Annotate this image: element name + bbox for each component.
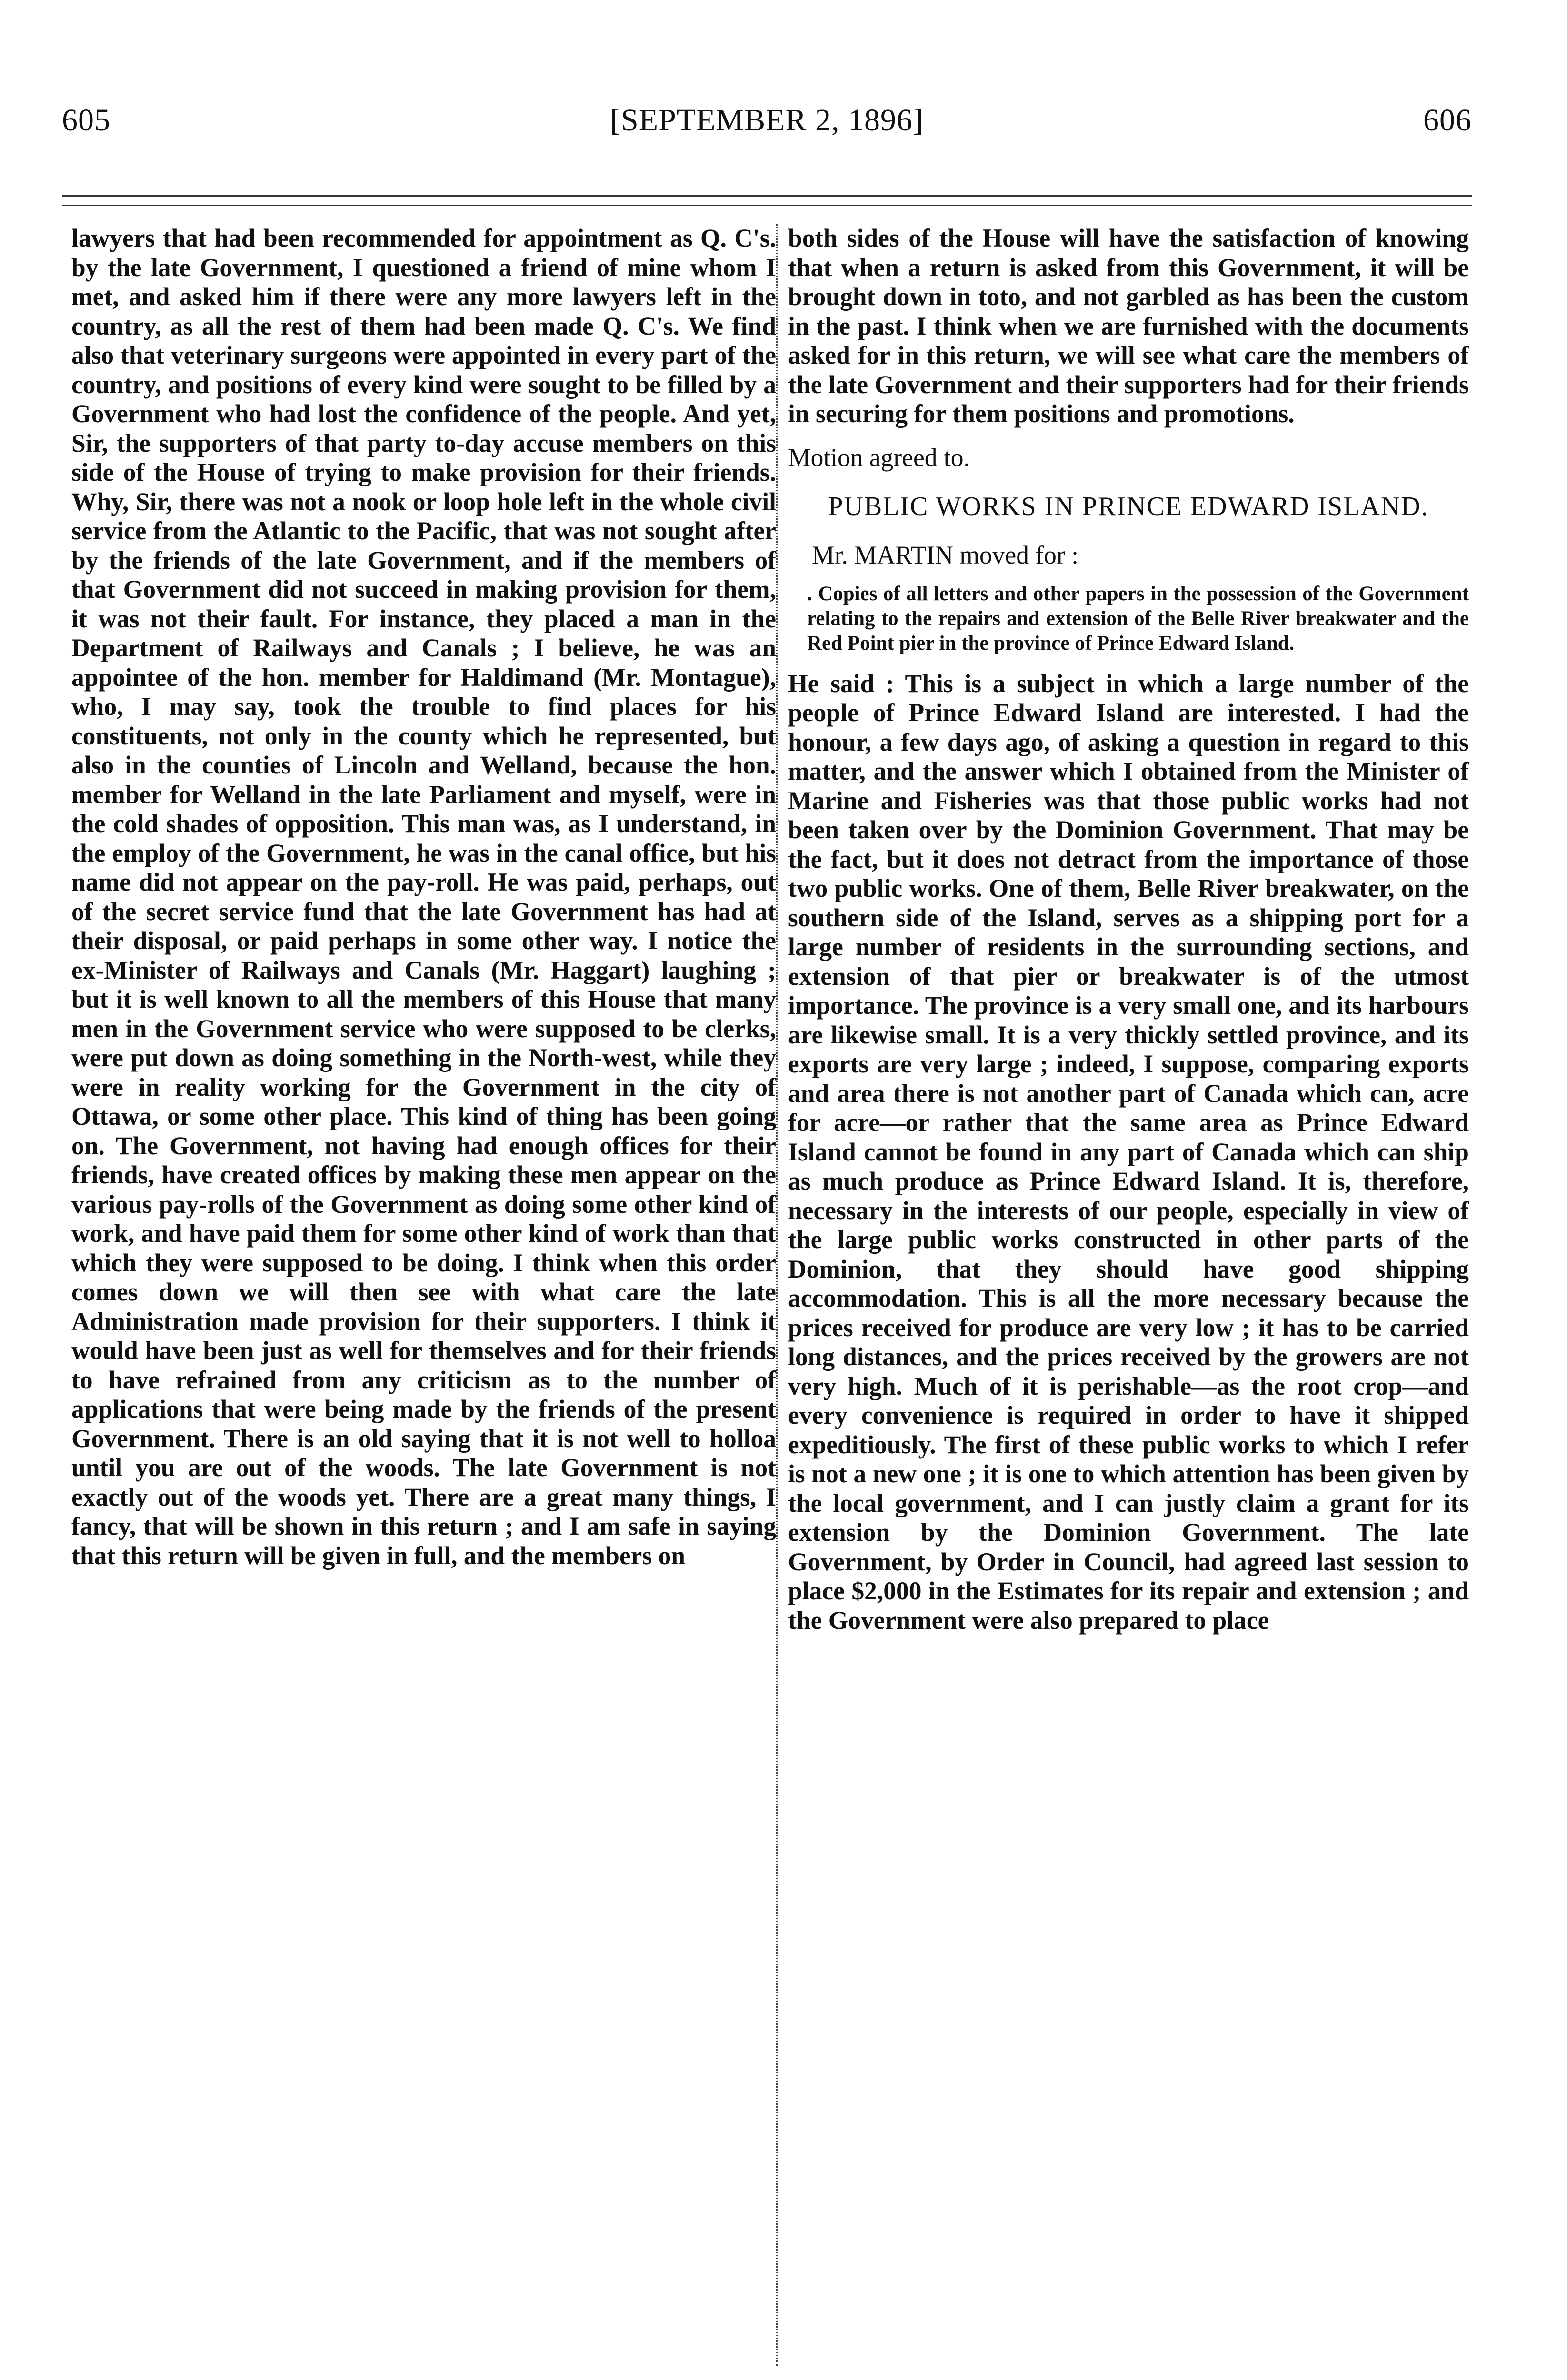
speech-paragraph: He said : This is a subject in which a large number of the people of Prince Edward Island are interested. I had the honour, a few days ago, of asking a question in regard to this matter, and the answer which I obtained from the Minister of Marine and Fisheries was that those public works had not been taken over by the Dominion Government. That may be the fact, but it does not detract from the importance of those two public works. One of them, Belle River breakwater, on the southern side of the Island, serves as a shipping port for a large number of residents in the surrounding sections, and extension of that pier or breakwater is of the utmost importance. The province is a very small one, and its harbours are likewise small. It is a very thickly settled province, and its exports are very large ; indeed, I suppose, comparing exports and area there is not another part of Canada which can, acre for acre—or rather that the same area as Prince Edward Island cannot be found in any part of Canada which can ship as much produce as Prince Edward Island. It is, therefore, necessary in the interests of our people, especially in view of the large public works constructed in other parts of the Dominion, that they should have good shipping accommodation. This is all the more necessary because the prices received for produce are very low ; it has to be carried long distances, and the prices received by the growers are not very high. Much of it is perishable—as the root crop—and every convenience is required in order to have it shipped expeditiously. The first of these public works to which I refer is not a new one ; it is one to which attention has been given by the local government, and I can justly claim a grant for its extension by the Dominion Government. The late Government, by Order in Council, had agreed last session to place $2,000 in the Estimates for its repair and extension ; and the Government were also prepared to place bbox=[788, 669, 1469, 1635]
page-number-left: 605 bbox=[62, 103, 110, 138]
continued-paragraph: both sides of the House will have the satisfaction of knowing that when a return is asked from this Government, it will be brought down in toto, and not garbled as has been the custom in the past. I think when we are furnished with the documents asked for in this return, we will see what care the members of the late Government and their supporters had for their friends in securing for them positions and promotions. bbox=[788, 224, 1469, 428]
page-header bbox=[62, 102, 1472, 159]
right-column bbox=[788, 224, 1469, 1644]
motion-agreed: Motion agreed to. bbox=[788, 443, 970, 472]
left-column bbox=[71, 224, 776, 1570]
motion-mover: Mr. MARTIN moved for : bbox=[812, 541, 1078, 569]
page-number-right: 606 bbox=[1423, 103, 1472, 138]
header-rule bbox=[62, 195, 1472, 202]
header-rule-thin bbox=[62, 205, 1472, 210]
column-divider bbox=[776, 224, 778, 2366]
left-column-text: lawyers that had been recommended for appointment as Q. C's. by the late Government, I questioned a friend of mine whom I met, and asked him if there were any more lawyers left in the country, as all the rest of them had been made Q. C's. We find also that veterinary surgeons were appointed in every part of the country, and positions of every kind were sought to be filled by a Government who had lost the confidence of the people. And yet, Sir, the supporters of that party to-day accuse members on this side of the House of trying to make provision for their friends. Why, Sir, there was not a nook or loop hole left in the whole civil service from the Atlantic to the Pacific, that was not sought after by the friends of the late Government, and if the members of that Government did not succeed in making provision for them, it was not their fault. For instance, they placed a man in the Department of Railways and Canals ; I believe, he was an appointee of the hon. member for Haldimand (Mr. Montague), who, I may say, took the trouble to find places for his constituents, not only in the county which he represented, but also in the counties of Lincoln and Welland, because the hon. member for Welland in the late Parliament and myself, were in the cold shades of opposition. This man was, as I understand, in the employ of the Government, he was in the canal office, but his name did not appear on the pay-roll. He was paid, perhaps, out of the secret service fund that the late Government has had at their disposal, or paid perhaps in some other way. I notice the ex-Minister of Railways and Canals (Mr. Haggart) laughing ; but it is well known to all the members of this House that many men in the Government service who were supposed to be clerks, were put down as doing something in the North-west, while they were in reality working for the Government in the city of Ottawa, or some other place. This kind of thing has been going on. The Government, not having had enough offices for their friends, have created offices by making these men appear on the various pay-rolls of the Government as doing some other kind of work, and have paid them for some other kind of work than that which they were supposed to be doing. I think when this order comes down we will then see with what care the late Administration made provision for their supporters. I think it would have been just as well for themselves and for their friends to have refrained from any criticism as to the number of applications that were being made by the friends of the present Government. There is an old saying that it is not well to holloa until you are out of the woods. The late Government is not exactly out of the woods yet. There are a great many things, I fancy, that will be shown in this return ; and I am safe in saying that this return will be given in full, and the members on bbox=[71, 224, 776, 1570]
section-heading: PUBLIC WORKS IN PRINCE EDWARD ISLAND. bbox=[828, 492, 1429, 521]
motion-text: . Copies of all letters and other papers in the possession of the Government relating to the repairs and extension of the Belle River breakwater and the Red Point pier in the province of Prince Edward Island. bbox=[807, 582, 1469, 654]
page-date-title: [SEPTEMBER 2, 1896] bbox=[610, 103, 924, 138]
